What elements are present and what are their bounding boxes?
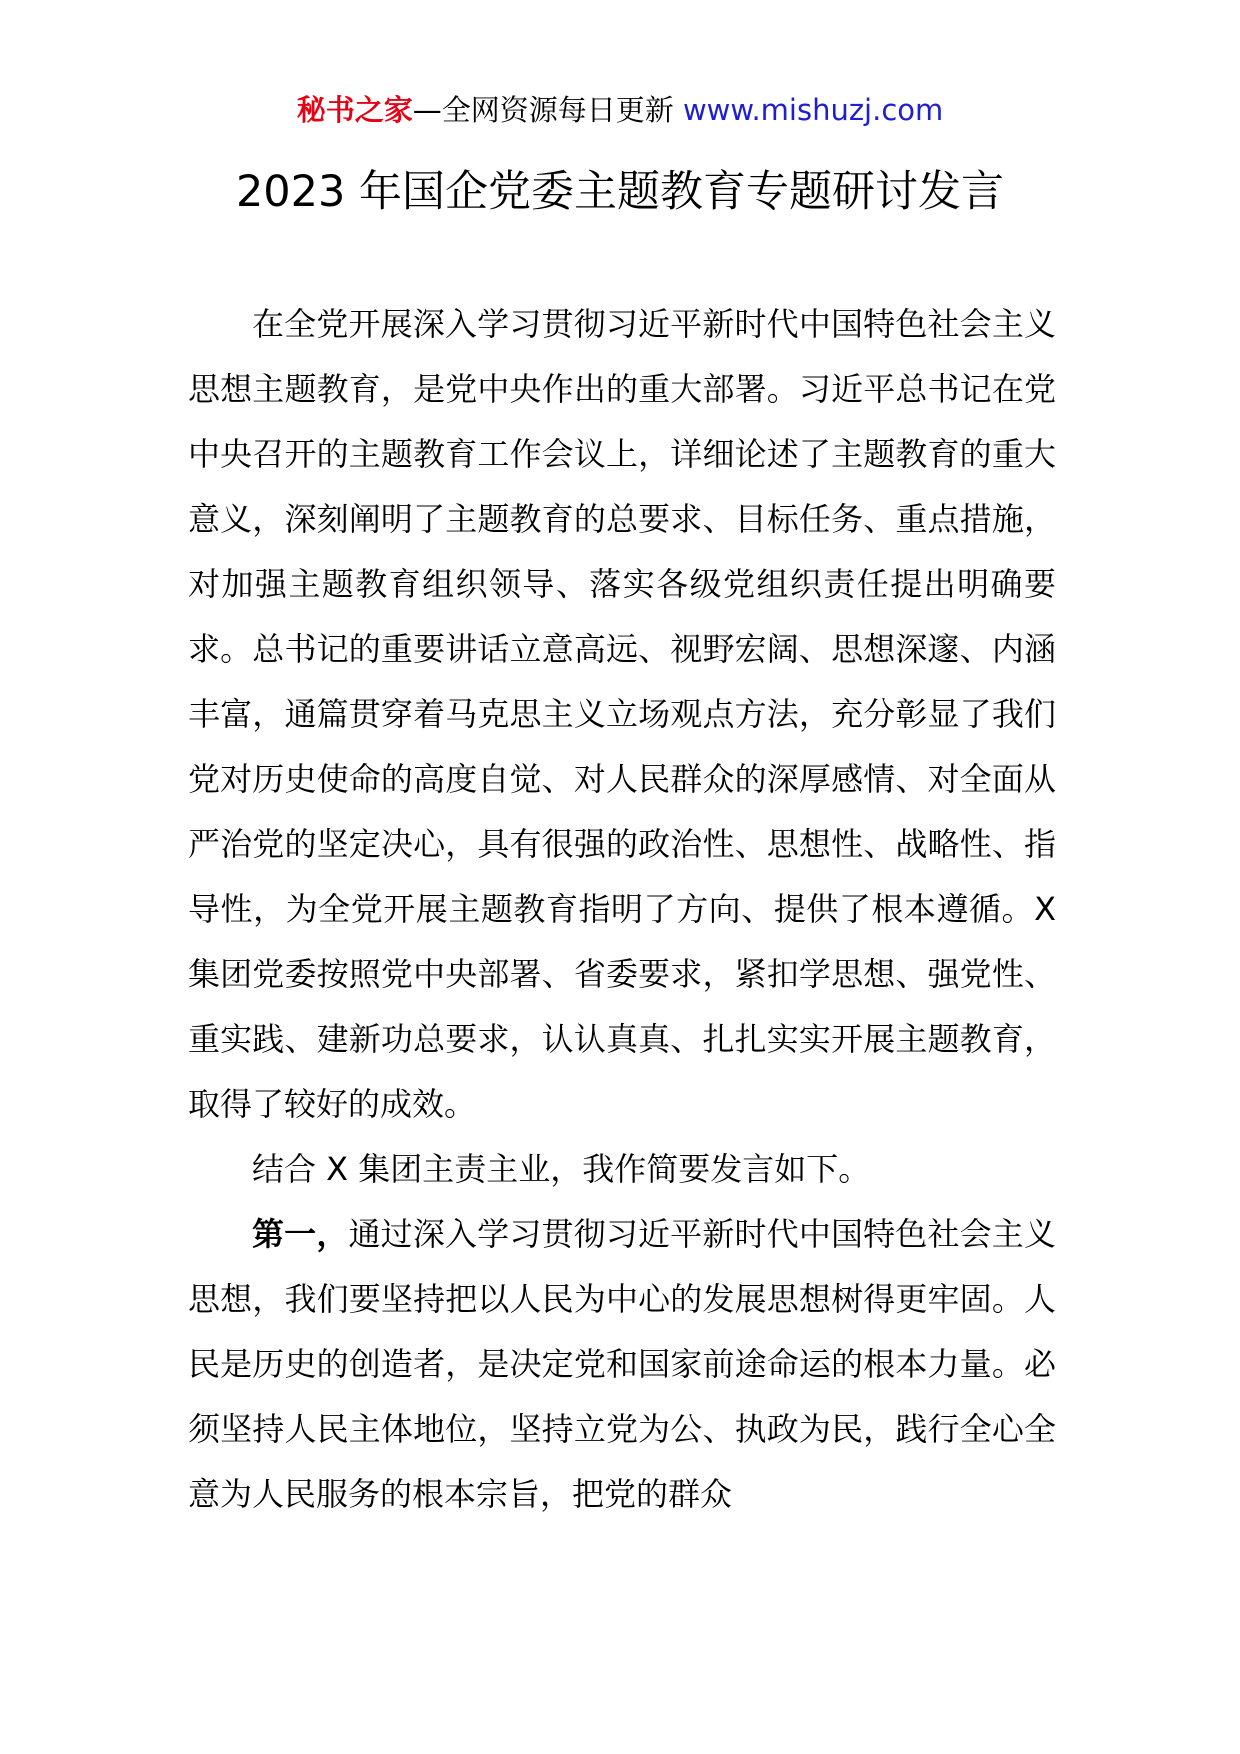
paragraph-lead: 第一， xyxy=(252,1215,349,1253)
document-title: 2023 年国企党委主题教育专题研讨发言 xyxy=(235,167,1005,217)
paragraph-text: 结合 X 集团主责主业，我作简要发言如下。 xyxy=(252,1150,871,1188)
paragraph-text: 通过深入学习贯彻习近平新时代中国特色社会主义思想，我们要坚持把以人民为中心的发展思想树得更牢固。人民是历史的创造者，是决定党和国家前途命运的根本力量。必须坚持人民主体地位，坚持立党为公、执政为民，践行全心全意为人民服务的根本宗旨，把党的群众 xyxy=(188,1215,1056,1513)
brand-name: 秘书之家 xyxy=(296,93,413,127)
site-url-link[interactable]: www.mishuzj.com xyxy=(682,93,944,127)
paragraph-intro xyxy=(188,292,1056,1137)
header-tagline: —全网资源每日更新 xyxy=(412,93,683,127)
document-body xyxy=(188,292,1056,1527)
paragraph-point-one xyxy=(188,1202,1056,1527)
paragraph-text: 在全党开展深入学习贯彻习近平新时代中国特色社会主义思想主题教育，是党中央作出的重大部署。习近平总书记在党中央召开的主题教育工作会议上，详细论述了主题教育的重大意义，深刻阐明了主题教育的总要求、目标任务、重点措施，对加强主题教育组织领导、落实各级党组织责任提出明确要求。总书记的重要讲话立意高远、视野宏阔、思想深邃、内涵丰富，通篇贯穿着马克思主义立场观点方法，充分彰显了我们党对历史使命的高度自觉、对人民群众的深厚感情、对全面从严治党的坚定决心，具有很强的政治性、思想性、战略性、指导性，为全党开展主题教育指明了方向、提供了根本遵循。X 集团党委按照党中央部署、省委要求，紧扣学思想、强党性、重实践、建新功总要求，认认真真、扎扎实实开展主题教育，取得了较好的成效。 xyxy=(188,305,1056,1123)
site-header xyxy=(0,92,1240,128)
paragraph-transition xyxy=(188,1137,1056,1202)
